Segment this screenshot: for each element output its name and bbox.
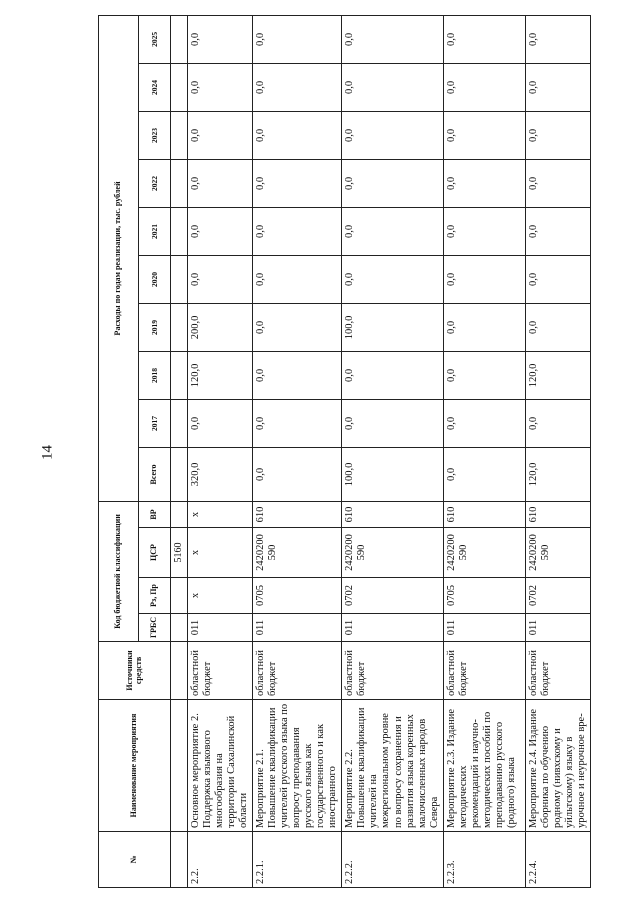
empty-cell bbox=[171, 15, 188, 63]
header-budget-code: Код бюджетной классификации bbox=[99, 501, 139, 641]
empty-cell bbox=[171, 63, 188, 111]
row-year-value: 0,0 bbox=[252, 351, 341, 399]
row-vr: 610 bbox=[342, 501, 444, 527]
row-year-value: 0,0 bbox=[252, 399, 341, 447]
row-rzpr: 0705 bbox=[252, 578, 341, 614]
row-year-value: 0,0 bbox=[443, 111, 525, 159]
empty-cell bbox=[171, 501, 188, 527]
row-vr: 610 bbox=[525, 501, 590, 527]
row-year-value: 0,0 bbox=[187, 111, 252, 159]
row-number: 2.2.3. bbox=[443, 832, 525, 888]
row-year-value: 0,0 bbox=[443, 399, 525, 447]
row-year-value: 0,0 bbox=[443, 207, 525, 255]
row-year-value: 0,0 bbox=[443, 159, 525, 207]
table-row bbox=[443, 15, 525, 887]
table-row bbox=[187, 15, 252, 887]
empty-cell bbox=[171, 303, 188, 351]
row-grbs: 011 bbox=[342, 614, 444, 642]
row-year-value: 0,0 bbox=[342, 15, 444, 63]
row-year-value: 0,0 bbox=[187, 159, 252, 207]
row-vr: 610 bbox=[443, 501, 525, 527]
row-rzpr: 0705 bbox=[443, 578, 525, 614]
empty-cell bbox=[171, 255, 188, 303]
row-year-value: 0,0 bbox=[443, 303, 525, 351]
subheader-csr: 5160 bbox=[171, 528, 188, 578]
row-year-value: 0,0 bbox=[252, 303, 341, 351]
row-year-value: 0,0 bbox=[187, 15, 252, 63]
row-csr: 2420200 590 bbox=[252, 528, 341, 578]
row-total: 120,0 bbox=[525, 447, 590, 501]
row-name: Мероприятие 2.2. Повышение квалификации учителей на межрегиональном уровне по вопросу сохранения и развития языка коренных малочисленных народов Севера bbox=[342, 700, 444, 832]
header-year: 2019 bbox=[139, 303, 171, 351]
empty-cell bbox=[171, 700, 188, 832]
row-name: Мероприятие 2.3. Издание методических рекомендаций и научно-методических пособий по преподаванию русского (родного) языка bbox=[443, 700, 525, 832]
empty-cell bbox=[171, 399, 188, 447]
row-year-value: 0,0 bbox=[342, 207, 444, 255]
row-year-value: 0,0 bbox=[443, 15, 525, 63]
header-grbs: ГРБС bbox=[139, 614, 171, 642]
row-year-value: 0,0 bbox=[525, 255, 590, 303]
row-total: 0,0 bbox=[252, 447, 341, 501]
row-year-value: 0,0 bbox=[252, 159, 341, 207]
row-source: областной бюджет bbox=[187, 642, 252, 700]
row-year-value: 0,0 bbox=[342, 63, 444, 111]
page-number: 14 bbox=[39, 445, 56, 460]
row-rzpr: 0702 bbox=[342, 578, 444, 614]
row-number: 2.2. bbox=[187, 832, 252, 888]
row-number: 2.2.2. bbox=[342, 832, 444, 888]
row-csr: x bbox=[187, 528, 252, 578]
rotated-table-container bbox=[98, 18, 587, 888]
empty-cell bbox=[171, 111, 188, 159]
row-rzpr: x bbox=[187, 578, 252, 614]
row-source: областной бюджет bbox=[252, 642, 341, 700]
row-year-value: 0,0 bbox=[525, 399, 590, 447]
row-total: 100,0 bbox=[342, 447, 444, 501]
header-year: 2022 bbox=[139, 159, 171, 207]
row-grbs: 011 bbox=[252, 614, 341, 642]
row-csr: 2420200 590 bbox=[443, 528, 525, 578]
empty-cell bbox=[171, 642, 188, 700]
header-year: 2024 bbox=[139, 63, 171, 111]
row-year-value: 0,0 bbox=[525, 207, 590, 255]
header-rzpr: Рз, Пр bbox=[139, 578, 171, 614]
row-year-value: 120,0 bbox=[525, 351, 590, 399]
row-year-value: 0,0 bbox=[342, 111, 444, 159]
header-year: 2017 bbox=[139, 399, 171, 447]
row-name: Мероприятие 2.4. Издание сборника по обучению родному (нивхскому и уйльтскому) языку в урочное и неурочное вре- bbox=[525, 700, 590, 832]
row-year-value: 0,0 bbox=[187, 63, 252, 111]
header-vr: ВР bbox=[139, 501, 171, 527]
table-row bbox=[342, 15, 444, 887]
table-row bbox=[252, 15, 341, 887]
row-year-value: 0,0 bbox=[252, 207, 341, 255]
row-year-value: 0,0 bbox=[252, 63, 341, 111]
row-year-value: 0,0 bbox=[187, 255, 252, 303]
header-no: № bbox=[99, 832, 171, 888]
row-year-value: 0,0 bbox=[252, 111, 341, 159]
row-year-value: 0,0 bbox=[443, 255, 525, 303]
row-year-value: 0,0 bbox=[525, 15, 590, 63]
header-year: 2018 bbox=[139, 351, 171, 399]
row-grbs: 011 bbox=[525, 614, 590, 642]
header-year: 2020 bbox=[139, 255, 171, 303]
row-year-value: 0,0 bbox=[525, 159, 590, 207]
empty-cell bbox=[171, 159, 188, 207]
row-year-value: 0,0 bbox=[525, 63, 590, 111]
header-expenses: Расходы по годам реализации, тыс. рублей bbox=[99, 15, 139, 501]
table-row bbox=[525, 15, 590, 887]
row-total: 320,0 bbox=[187, 447, 252, 501]
empty-cell bbox=[171, 351, 188, 399]
row-year-value: 0,0 bbox=[187, 207, 252, 255]
empty-cell bbox=[171, 832, 188, 888]
row-year-value: 0,0 bbox=[525, 111, 590, 159]
row-year-value: 0,0 bbox=[342, 255, 444, 303]
header-csr: ЦСР bbox=[139, 528, 171, 578]
row-name: Основное мероприятие 2. Поддержка языкового многообразия на территории Сахалинской области bbox=[187, 700, 252, 832]
row-source: областной бюджет bbox=[525, 642, 590, 700]
row-year-value: 0,0 bbox=[342, 159, 444, 207]
row-total: 0,0 bbox=[443, 447, 525, 501]
row-year-value: 120,0 bbox=[187, 351, 252, 399]
row-rzpr: 0702 bbox=[525, 578, 590, 614]
row-year-value: 0,0 bbox=[252, 15, 341, 63]
row-number: 2.2.1. bbox=[252, 832, 341, 888]
header-total: Всего bbox=[139, 447, 171, 501]
row-number: 2.2.4. bbox=[525, 832, 590, 888]
row-year-value: 100,0 bbox=[342, 303, 444, 351]
row-year-value: 0,0 bbox=[525, 303, 590, 351]
empty-cell bbox=[171, 614, 188, 642]
row-year-value: 200,0 bbox=[187, 303, 252, 351]
row-year-value: 0,0 bbox=[187, 399, 252, 447]
row-year-value: 0,0 bbox=[342, 399, 444, 447]
row-vr: x bbox=[187, 501, 252, 527]
row-vr: 610 bbox=[252, 501, 341, 527]
row-source: областной бюджет bbox=[342, 642, 444, 700]
header-year: 2021 bbox=[139, 207, 171, 255]
row-year-value: 0,0 bbox=[342, 351, 444, 399]
row-csr: 2420200 590 bbox=[525, 528, 590, 578]
row-grbs: 011 bbox=[443, 614, 525, 642]
empty-cell bbox=[171, 447, 188, 501]
row-year-value: 0,0 bbox=[443, 63, 525, 111]
row-csr: 2420200 590 bbox=[342, 528, 444, 578]
row-source: областной бюджет bbox=[443, 642, 525, 700]
row-year-value: 0,0 bbox=[252, 255, 341, 303]
header-year: 2025 bbox=[139, 15, 171, 63]
empty-cell bbox=[171, 207, 188, 255]
row-name: Мероприятие 2.1. Повышение квалификации учителей русского языка по вопросу преподавания русского языка как государственного и как иностранного bbox=[252, 700, 341, 832]
header-name: Наименование мероприятия bbox=[99, 700, 171, 832]
empty-cell bbox=[171, 578, 188, 614]
row-grbs: 011 bbox=[187, 614, 252, 642]
budget-table bbox=[98, 15, 591, 888]
header-year: 2023 bbox=[139, 111, 171, 159]
header-source: Источники средств bbox=[99, 642, 171, 700]
row-year-value: 0,0 bbox=[443, 351, 525, 399]
